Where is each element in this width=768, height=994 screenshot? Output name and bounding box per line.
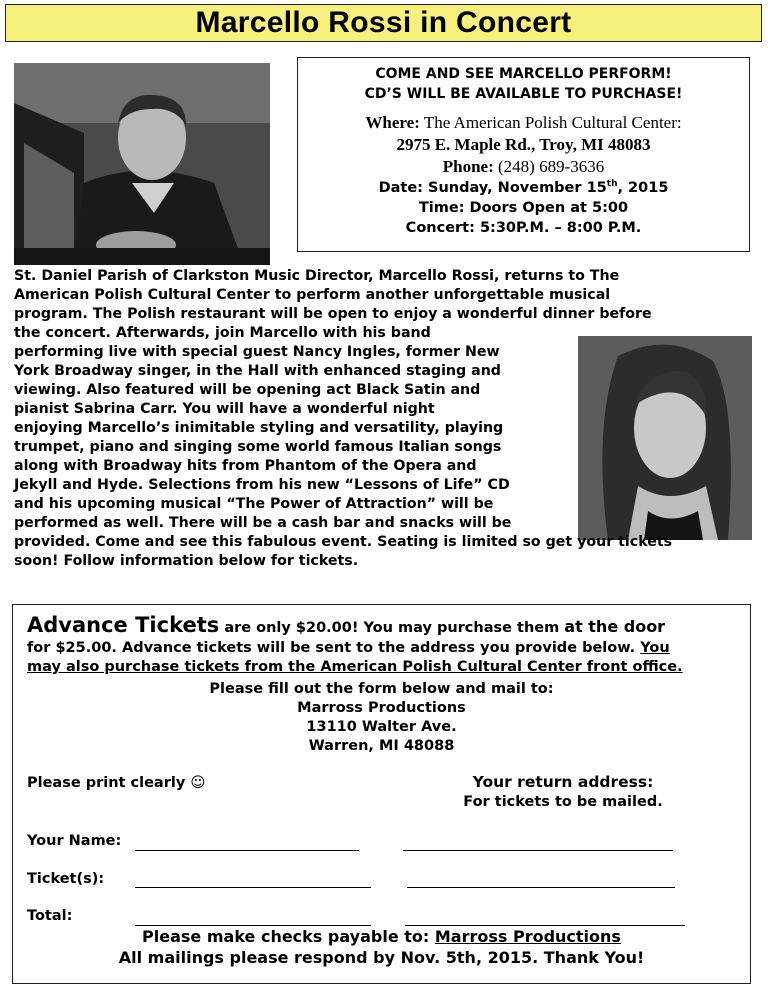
phone-value: (248) 689-3636 [498, 157, 605, 176]
description-line: the concert. Afterwards, join Marcello with his band [14, 325, 431, 341]
return-address-line-2[interactable] [407, 887, 675, 888]
perform-headline: COME AND SEE MARCELLO PERFORM! [375, 66, 672, 82]
return-address-heading: Your return address: [472, 773, 654, 791]
description-line: and his upcoming musical “The Power of Attraction” will be [14, 496, 494, 512]
title-banner [5, 4, 762, 42]
description-line: St. Daniel Parish of Clarkston Music Director, Marcello Rossi, returns to The [14, 268, 620, 284]
description-line: program. The Polish restaurant will be open to enjoy a wonderful dinner before [14, 306, 652, 322]
return-address-line-1[interactable] [403, 850, 673, 851]
door-price-text: for $25.00. Advance tickets will be sent to the address you provide below. [27, 640, 636, 656]
mail-street: 13110 Walter Ave. [306, 719, 457, 735]
page-title: Marcello Rossi in Concert [195, 6, 572, 39]
where-value: The American Polish Cultural Center: [423, 113, 682, 132]
date-text: Date: Sunday, November 15 [378, 180, 607, 196]
description-line: performing live with special guest Nancy Ingles, former New [14, 344, 500, 360]
description-line: trumpet, piano and singing some world famous Italian songs [14, 439, 502, 455]
date-year: , 2015 [617, 180, 669, 196]
description-line: pianist Sabrina Carr. You will have a wonderful night [14, 401, 435, 417]
description-line: Jekyll and Hyde. Selections from his new “Lessons of Life” CD [14, 477, 510, 493]
mail-company: Marross Productions [297, 700, 466, 716]
mail-city: Warren, MI 48088 [308, 738, 455, 754]
office-purchase-line: may also purchase tickets from the American Polish Cultural Center front office. [27, 659, 683, 675]
total-input-line[interactable] [135, 925, 371, 926]
description-line: enjoying Marcello’s inimitable styling and versatility, playing [14, 420, 504, 436]
marcello-photo-illustration [14, 63, 270, 265]
mailing-deadline: All mailings please respond by Nov. 5th, 2015. Thank You! [118, 948, 645, 967]
address-line: 2975 E. Maple Rd., Troy, MI 48083 [396, 135, 651, 154]
date-line [298, 178, 749, 198]
total-label: Total: [27, 908, 73, 924]
fill-out-instruction: Please fill out the form below and mail to: [209, 681, 554, 697]
tickets-mailed-note: For tickets to be mailed. [463, 794, 663, 810]
door-price-line [27, 640, 670, 656]
name-input-line[interactable] [135, 850, 359, 851]
cd-headline: CD’S WILL BE AVAILABLE TO PURCHASE! [364, 86, 683, 102]
print-clearly-note: Please print clearly ☺ [27, 775, 206, 791]
checks-payable-text: Please make checks payable to: [142, 927, 435, 946]
ticket-price-line [27, 613, 665, 637]
return-address-line-3[interactable] [405, 925, 685, 926]
office-purchase-text-start: You [640, 640, 670, 656]
at-the-door-text: at the door [564, 617, 666, 636]
concert-time-line: Concert: 5:30P.M. – 8:00 P.M. [405, 220, 642, 236]
description-line: along with Broadway hits from Phantom of the Opera and [14, 458, 477, 474]
advance-price-text: are only $20.00! You may purchase them [219, 620, 565, 636]
where-label: Where: [365, 113, 420, 132]
description-line: performed as well. There will be a cash bar and snacks will be [14, 515, 512, 531]
description-line: soon! Follow information below for tickets. [14, 553, 359, 569]
event-info-box [297, 57, 750, 252]
description-line: American Polish Cultural Center to perform another unforgettable musical [14, 287, 611, 303]
ticket-order-form [12, 604, 751, 984]
tickets-label: Ticket(s): [27, 871, 105, 887]
phone-line [298, 156, 749, 178]
event-description [14, 267, 754, 571]
name-label: Your Name: [27, 833, 122, 849]
description-line: provided. Come and see this fabulous event. Seating is limited so get your tickets [14, 534, 673, 550]
advance-tickets-heading: Advance Tickets [27, 613, 220, 637]
marcello-photo [14, 63, 270, 265]
checks-payee: Marross Productions [434, 927, 621, 946]
time-line: Time: Doors Open at 5:00 [418, 200, 629, 216]
description-line: viewing. Also featured will be opening act Black Satin and [14, 382, 481, 398]
tickets-input-line[interactable] [135, 887, 371, 888]
description-line: York Broadway singer, in the Hall with enhanced staging and [14, 363, 501, 379]
where-line [298, 112, 749, 134]
date-suffix: th [606, 179, 618, 190]
phone-label: Phone: [442, 157, 494, 176]
checks-payable-line [13, 927, 750, 946]
